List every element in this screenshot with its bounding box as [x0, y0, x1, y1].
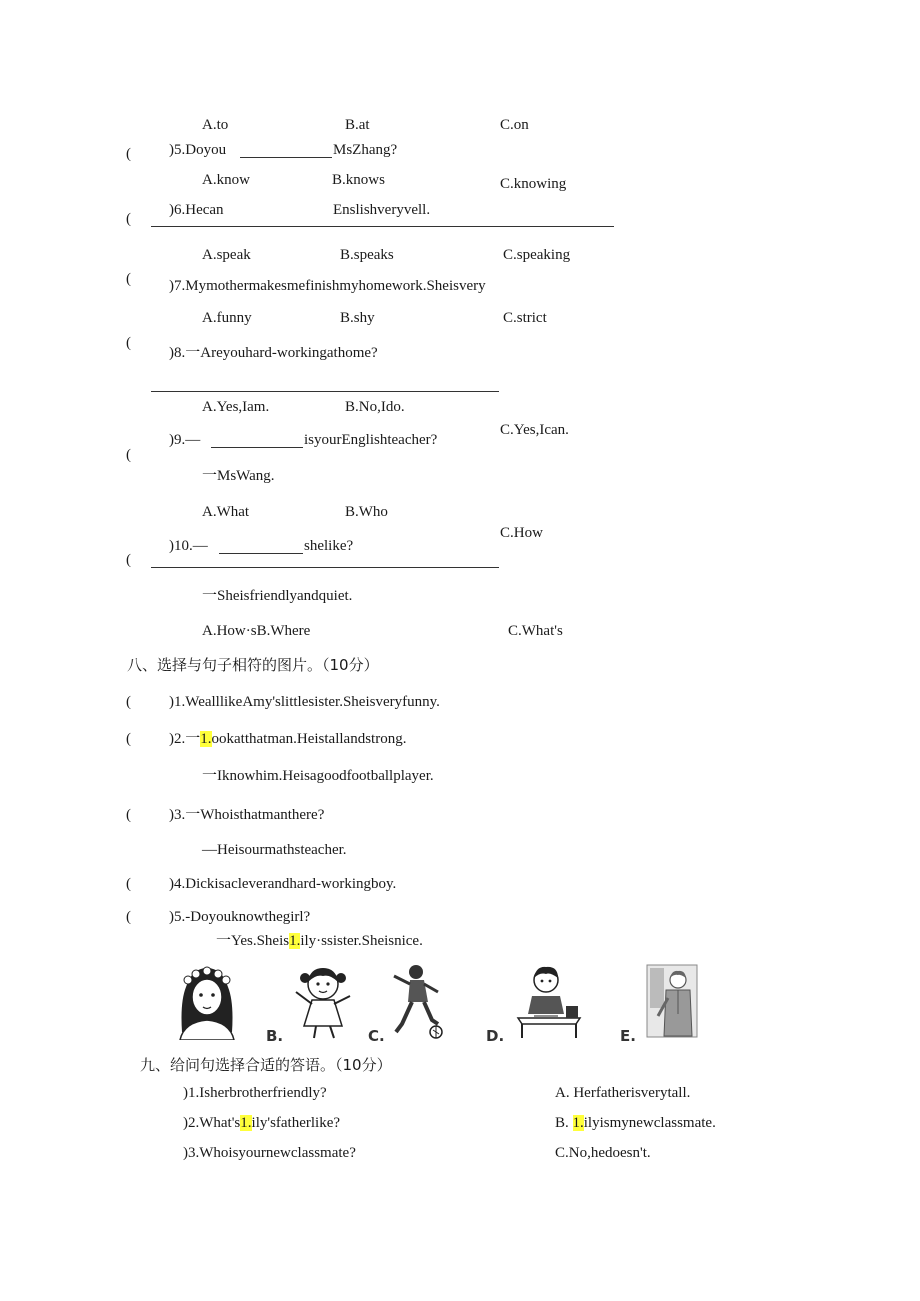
- s9-answer-b: [555, 1114, 716, 1132]
- picture-e-teacher: [646, 964, 698, 1038]
- q8-option-b: B.No,Ido.: [345, 399, 405, 415]
- picture-b-little-girl: [290, 962, 356, 1040]
- q8-text: )8.一Areyouhard-workingathome?: [169, 345, 378, 361]
- q10-answer: 一Sheisfriendlyandquiet.: [202, 588, 353, 604]
- q6-number: )6.Hecan: [169, 202, 224, 218]
- s9-q2: [183, 1114, 340, 1132]
- s8-q2-paren: (: [126, 731, 131, 747]
- s8-q2-answer: 一Iknowhim.Heisagoodfootballplayer.: [202, 768, 434, 784]
- s9-q2-post: ily'sfatherlike?: [251, 1115, 341, 1131]
- q9-option-b: B.Who: [345, 504, 388, 520]
- q8-paren: (: [126, 335, 131, 351]
- s9-q2-pre: )2.What's: [183, 1115, 241, 1131]
- s8-q1-paren: (: [126, 694, 131, 710]
- q9-option-c: C.How: [500, 525, 543, 541]
- s8-q4-text: )4.Dickisacleverandhard-workingboy.: [169, 876, 397, 892]
- s8-q3-text: )3.一Whoisthatmanthere?: [169, 807, 325, 823]
- s9-q1: )1.Isherbrotherfriendly?: [183, 1085, 327, 1101]
- q7-text: )7.Mymothermakesmefinishmyhomework.Sheisvery: [169, 278, 486, 294]
- s8-q1-text: )1.WealllikeAmy'slittlesister.Sheisveryfunny.: [169, 694, 440, 710]
- s9-q2-highlight: 1.: [240, 1115, 252, 1131]
- q5-option-b: B.knows: [332, 172, 385, 188]
- picture-a-girl-with-flowers: [172, 962, 242, 1040]
- q5-text: MsZhang?: [333, 142, 398, 158]
- section8-heading: 八、选择与句子相符的图片。（10分）: [127, 656, 379, 674]
- q5-number: )5.Doyou: [169, 142, 227, 158]
- s8-q3-paren: (: [126, 807, 131, 823]
- q6-rule: [151, 226, 614, 227]
- picture-d-label: D.: [486, 1027, 505, 1045]
- q5-option-a: A.know: [202, 172, 250, 188]
- picture-d-boy-studying: [514, 962, 586, 1040]
- picture-e-label: E.: [620, 1027, 636, 1045]
- q9-number: )9.—: [169, 432, 201, 448]
- section9-heading: 九、给问句选择合适的答语。（10分）: [140, 1056, 392, 1074]
- q8-option-a: A.Yes,Iam.: [202, 399, 270, 415]
- s8-q2-pre: )2.一: [169, 731, 201, 747]
- s8-q5-answer: [216, 932, 423, 950]
- s9-answer-a: A. Herfatherisverytall.: [555, 1085, 691, 1101]
- q4-option-c: C.on: [500, 117, 529, 133]
- s9-answer-c: C.No,hedoesn't.: [555, 1145, 651, 1161]
- picture-c-football-player: [388, 962, 450, 1040]
- q6-option-c: C.speaking: [503, 247, 571, 263]
- s8-q2-post: ookatthatman.Heistallandstrong.: [211, 731, 407, 747]
- q9-option-a: A.What: [202, 504, 250, 520]
- q7-paren: (: [126, 271, 131, 287]
- q7-option-a: A.funny: [202, 310, 252, 326]
- q6-option-a: A.speak: [202, 247, 251, 263]
- s8-q4-paren: (: [126, 876, 131, 892]
- q9-blank: [211, 447, 303, 448]
- q5-blank: [240, 157, 332, 158]
- s9-ans-b-pre: B.: [555, 1115, 573, 1131]
- q10-option-c: C.What's: [508, 623, 563, 639]
- q10-text: shelike?: [304, 538, 354, 554]
- q5-paren: (: [126, 146, 131, 162]
- q9-answer: 一MsWang.: [202, 468, 275, 484]
- q4-option-b: B.at: [345, 117, 370, 133]
- s8-q5-text: )5.-Doyouknowthegirl?: [169, 909, 311, 925]
- s8-q5-ans-post: ily·ssister.Sheisnice.: [300, 933, 423, 949]
- s8-q5-paren: (: [126, 909, 131, 925]
- q5-option-c: C.knowing: [500, 176, 567, 192]
- q10-blank: [219, 553, 303, 554]
- s9-q3: )3.Whoisyournewclassmate?: [183, 1145, 356, 1161]
- picture-c-label: C.: [368, 1027, 385, 1045]
- q6-paren: (: [126, 211, 131, 227]
- q7-option-c: C.strict: [503, 310, 547, 326]
- q9-text: isyourEnglishteacher?: [304, 432, 438, 448]
- q4-option-a: A.to: [202, 117, 229, 133]
- s8-q5-highlight: 1.: [289, 933, 301, 949]
- s8-q3-answer: —Heisourmathsteacher.: [202, 842, 347, 858]
- picture-b-label: B.: [266, 1027, 284, 1045]
- q10-number: )10.—: [169, 538, 208, 554]
- s8-q2-text: [169, 730, 406, 748]
- q10-paren: (: [126, 552, 131, 568]
- s9-ans-b-post: ilyismynewclassmate.: [583, 1115, 716, 1131]
- q10-option-ab: A.How·sB.Where: [202, 623, 311, 639]
- s8-q2-highlight: 1.: [200, 731, 212, 747]
- q6-option-b: B.speaks: [340, 247, 394, 263]
- q8-rule: [151, 391, 499, 392]
- s9-ans-b-highlight: 1.: [572, 1115, 584, 1131]
- q9-paren: (: [126, 447, 131, 463]
- q10-rule: [151, 567, 499, 568]
- q8-option-c: C.Yes,Ican.: [500, 422, 569, 438]
- q6-text: Enslishveryvell.: [333, 202, 431, 218]
- s8-q5-ans-pre: 一Yes.Sheis: [216, 933, 290, 949]
- q7-option-b: B.shy: [340, 310, 375, 326]
